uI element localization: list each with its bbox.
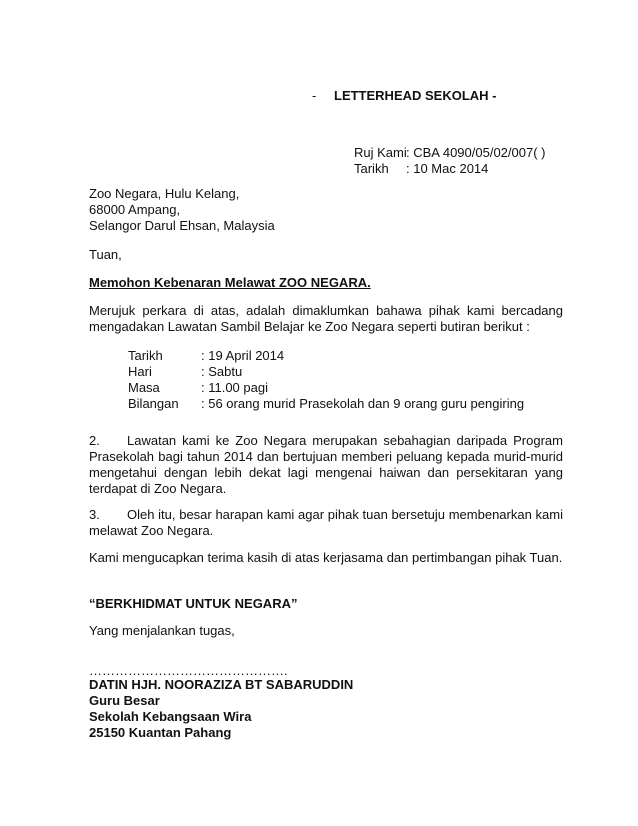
letterhead-text: LETTERHEAD SEKOLAH - bbox=[334, 88, 497, 103]
detail-value: : 11.00 pagi bbox=[201, 380, 268, 395]
school-name: Sekolah Kebangsaan Wira bbox=[89, 709, 252, 724]
signature-block bbox=[89, 677, 353, 741]
motto: “BERKHIDMAT UNTUK NEGARA” bbox=[89, 596, 298, 611]
letterhead bbox=[312, 88, 497, 104]
reference-line bbox=[354, 145, 545, 161]
address-line: 68000 Ampang, bbox=[89, 202, 181, 217]
date-label: Tarikh bbox=[354, 161, 389, 176]
school-address: 25150 Kuantan Pahang bbox=[89, 725, 232, 740]
detail-row bbox=[128, 380, 524, 396]
detail-label: Tarikh bbox=[128, 348, 163, 363]
date-value: : 10 Mac 2014 bbox=[406, 161, 489, 176]
detail-row bbox=[128, 348, 524, 364]
reference-label: Ruj Kami bbox=[354, 145, 407, 160]
thanks-paragraph: Kami mengucapkan terima kasih di atas kerjasama dan pertimbangan pihak Tuan. bbox=[89, 550, 563, 565]
salutation: Tuan, bbox=[89, 247, 122, 262]
intro-paragraph: Merujuk perkara di atas, adalah dimaklumkan bahawa pihak kami bercadang mengadakan Lawatan Sambil Belajar ke Zoo Negara seperti butiran berikut : bbox=[89, 303, 563, 334]
address-line: Selangor Darul Ehsan, Malaysia bbox=[89, 218, 275, 233]
detail-row bbox=[128, 396, 524, 412]
signatory-title: Guru Besar bbox=[89, 693, 160, 708]
paragraph-number: 3. bbox=[89, 507, 100, 522]
paragraph-number: 2. bbox=[89, 433, 100, 448]
paragraph-3 bbox=[89, 507, 563, 539]
date-line bbox=[354, 161, 488, 177]
detail-label: Masa bbox=[128, 380, 160, 395]
detail-row bbox=[128, 364, 524, 380]
letterhead-dash: - bbox=[312, 88, 317, 103]
detail-value: : 56 orang murid Prasekolah dan 9 orang guru pengiring bbox=[201, 396, 525, 411]
reference-value: : CBA 4090/05/02/007( ) bbox=[406, 145, 546, 160]
detail-value: : 19 April 2014 bbox=[201, 348, 285, 363]
visit-details bbox=[128, 348, 524, 412]
recipient-address bbox=[89, 186, 275, 234]
signature-line: ………………………………………. bbox=[89, 663, 288, 678]
signatory-name: DATIN HJH. NOORAZIZA BT SABARUDDIN bbox=[89, 677, 354, 692]
paragraph-text: Oleh itu, besar harapan kami agar pihak tuan bersetuju membenarkan kami melawat Zoo Negara. bbox=[89, 507, 563, 538]
detail-label: Bilangan bbox=[128, 396, 179, 411]
address-line: Zoo Negara, Hulu Kelang, bbox=[89, 186, 240, 201]
detail-label: Hari bbox=[128, 364, 152, 379]
paragraph-2 bbox=[89, 433, 563, 497]
subject-heading: Memohon Kebenaran Melawat ZOO NEGARA. bbox=[89, 275, 371, 290]
closing-line: Yang menjalankan tugas, bbox=[89, 623, 235, 638]
paragraph-text: Lawatan kami ke Zoo Negara merupakan sebahagian daripada Program Prasekolah bagi tahun 2014 dan bertujuan memberi peluang kepada murid-murid mengetahui dengan lebih dekat lagi mengenai haiwan dan persekitaran yang terdapat di Zoo Negara. bbox=[89, 433, 563, 496]
detail-value: : Sabtu bbox=[201, 364, 243, 379]
